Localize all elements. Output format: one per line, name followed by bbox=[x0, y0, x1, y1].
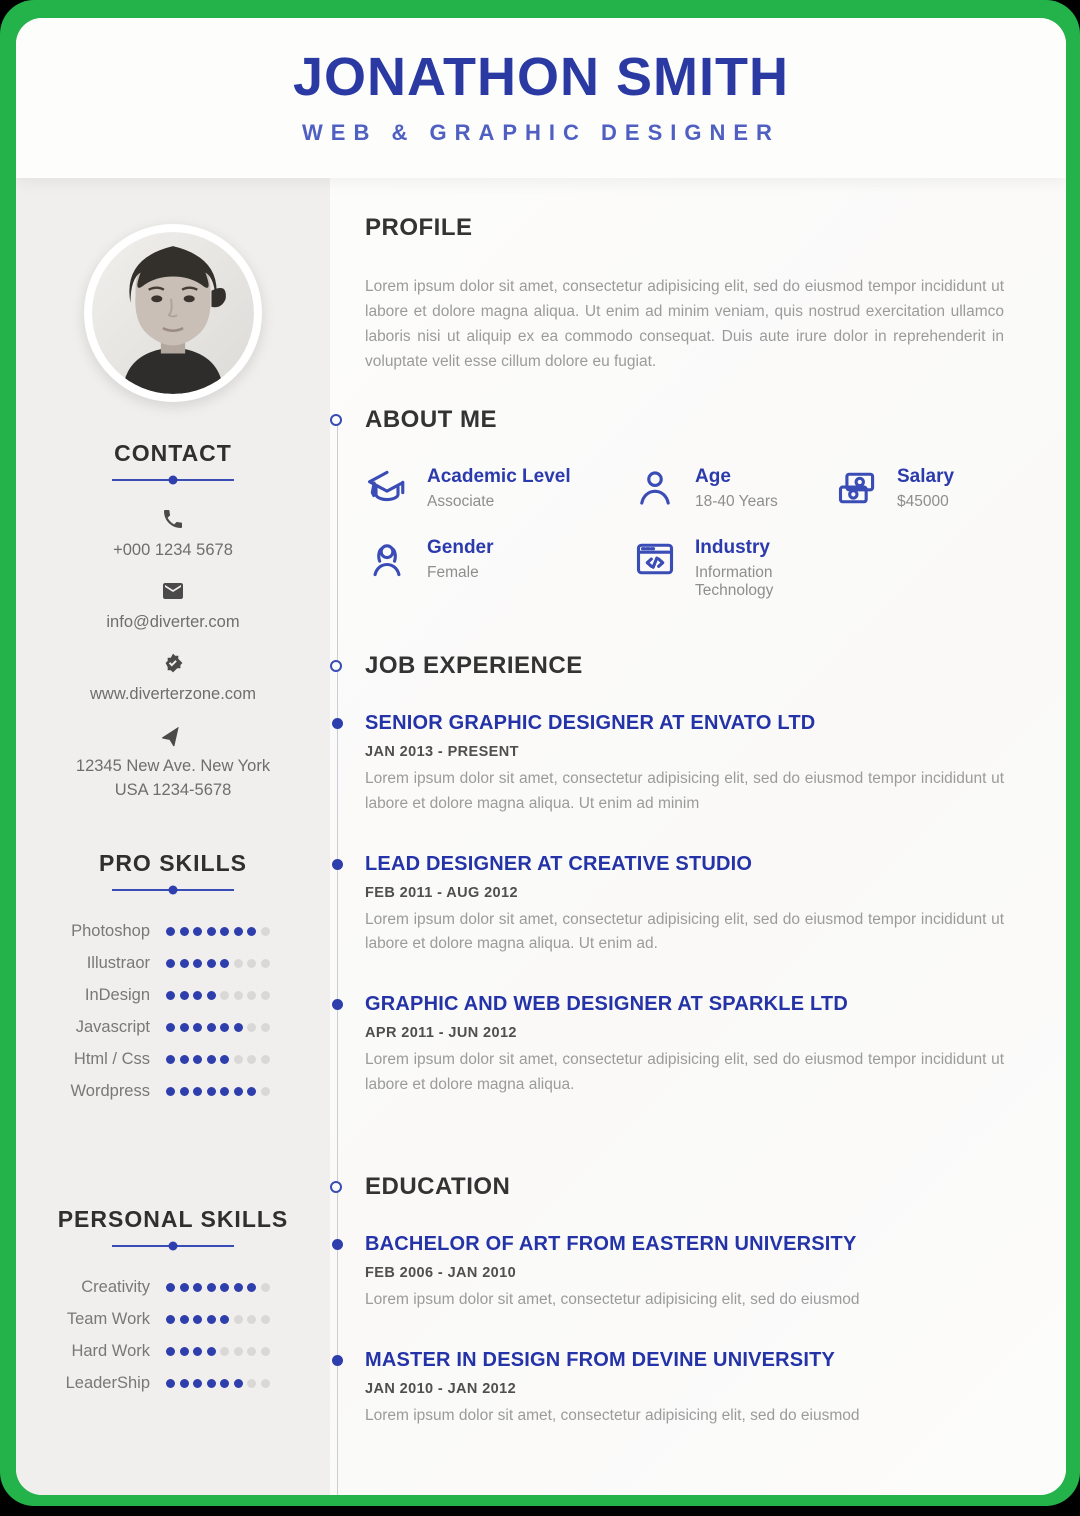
skill-dot-filled bbox=[207, 1315, 216, 1324]
personal-skills-heading: PERSONAL SKILLS bbox=[57, 1206, 289, 1232]
avatar bbox=[84, 224, 262, 402]
timeline-line bbox=[337, 424, 338, 1495]
skill-label: Hard Work bbox=[71, 1341, 150, 1360]
skill-row bbox=[16, 1043, 330, 1075]
profile-section bbox=[365, 214, 1004, 374]
skill-dot-filled bbox=[166, 1023, 175, 1032]
skill-dot-empty bbox=[247, 1379, 256, 1388]
skill-label: Html / Css bbox=[73, 1049, 150, 1068]
skill-row bbox=[16, 1335, 330, 1367]
skill-dot-empty bbox=[261, 1023, 270, 1032]
skill-dot-filled bbox=[234, 1283, 243, 1292]
skill-dot-filled bbox=[193, 991, 202, 1000]
skill-dot-filled bbox=[220, 1055, 229, 1064]
skill-rating bbox=[166, 1055, 270, 1064]
about-label: Industry bbox=[695, 537, 770, 558]
skill-dot-empty bbox=[247, 1347, 256, 1356]
about-text bbox=[695, 466, 778, 511]
skill-dot-filled bbox=[193, 959, 202, 968]
education-heading: EDUCATION bbox=[365, 1173, 1004, 1201]
skill-rating bbox=[166, 1023, 270, 1032]
entry-description: Lorem ipsum dolor sit amet, consectetur adipisicing elit, sed do eiusmod bbox=[365, 1406, 860, 1424]
skill-dot-empty bbox=[234, 991, 243, 1000]
skill-dot-filled bbox=[166, 1379, 175, 1388]
skill-dot-filled bbox=[207, 959, 216, 968]
timeline-dot-icon bbox=[332, 1239, 343, 1250]
skill-dot-filled bbox=[234, 1023, 243, 1032]
profile-text: Lorem ipsum dolor sit amet, consectetur adipisicing elit, sed do eiusmod tempor incididunt ut labore et dolore magna aliqua. Ut enim ad minim veniam, quis nostrud exercitation ullamco laboris nisi ut aliquip ex ea commodo consequat. Duis aute irure dolor in reprehenderit in voluptate velit esse cillum dolore eu fugiat. bbox=[365, 278, 1004, 371]
entry-period: FEB 2006 - JAN 2010 bbox=[365, 1265, 517, 1281]
envelope-icon bbox=[161, 579, 185, 603]
timeline-dot-icon bbox=[332, 718, 343, 729]
money-icon bbox=[835, 466, 879, 510]
timeline-dot-icon bbox=[332, 859, 343, 870]
skill-dot-filled bbox=[193, 1087, 202, 1096]
skill-dot-filled bbox=[180, 1087, 189, 1096]
about-label: Academic Level bbox=[427, 466, 571, 487]
skill-label: Photoshop bbox=[71, 921, 150, 940]
skill-dot-filled bbox=[234, 1379, 243, 1388]
skill-label: Javascript bbox=[75, 1017, 150, 1036]
skill-dot-filled bbox=[207, 1379, 216, 1388]
skill-dot-filled bbox=[207, 1283, 216, 1292]
entry-description: Lorem ipsum dolor sit amet, consectetur adipisicing elit, sed do eiusmod bbox=[365, 1291, 860, 1308]
pro-skills-list bbox=[16, 915, 330, 1107]
skill-row bbox=[16, 915, 330, 947]
skill-dot-filled bbox=[193, 1023, 202, 1032]
skill-dot-empty bbox=[247, 1023, 256, 1032]
about-text bbox=[695, 537, 835, 600]
skill-dot-empty bbox=[247, 1055, 256, 1064]
about-label: Gender bbox=[427, 537, 494, 558]
about-label: Age bbox=[695, 466, 731, 487]
skill-dot-filled bbox=[247, 1283, 256, 1292]
candidate-name: JONATHON SMITH bbox=[293, 47, 789, 107]
skill-dot-filled bbox=[166, 1315, 175, 1324]
skill-dot-filled bbox=[207, 1023, 216, 1032]
contact-phone: +000 1234 5678 bbox=[16, 507, 330, 563]
about-text bbox=[427, 466, 571, 511]
portrait-photo-icon bbox=[92, 232, 254, 394]
skill-dot-filled bbox=[220, 1379, 229, 1388]
pro-skills-section bbox=[16, 850, 330, 1107]
about-heading: ABOUT ME bbox=[365, 406, 1004, 434]
skill-dot-filled bbox=[166, 927, 175, 936]
skill-dot-empty bbox=[261, 1347, 270, 1356]
about-value: Information Technology bbox=[695, 564, 774, 599]
skill-dot-filled bbox=[193, 927, 202, 936]
skill-dot-empty bbox=[261, 991, 270, 1000]
skill-dot-filled bbox=[180, 1379, 189, 1388]
entry-title: GRAPHIC AND WEB DESIGNER AT SPARKLE LTD bbox=[365, 993, 848, 1016]
timeline-dot-icon bbox=[332, 999, 343, 1010]
skill-row bbox=[16, 979, 330, 1011]
skill-row bbox=[16, 1303, 330, 1335]
location-arrow-icon bbox=[161, 723, 185, 747]
skill-row bbox=[16, 1271, 330, 1303]
skill-dot-empty bbox=[261, 1379, 270, 1388]
skill-dot-empty bbox=[261, 1055, 270, 1064]
skill-label: Creativity bbox=[81, 1277, 150, 1296]
skill-dot-filled bbox=[220, 1087, 229, 1096]
skill-dot-filled bbox=[207, 927, 216, 936]
timeline-ring-icon bbox=[330, 1181, 342, 1193]
skill-rating bbox=[166, 1283, 270, 1292]
about-text bbox=[427, 537, 494, 582]
experience-entries bbox=[365, 712, 1004, 1098]
skill-dot-filled bbox=[220, 927, 229, 936]
heading-underline bbox=[112, 889, 234, 891]
timeline-dot-icon bbox=[332, 1355, 343, 1366]
skill-dot-empty bbox=[261, 927, 270, 936]
skill-dot-empty bbox=[247, 959, 256, 968]
skill-dot-empty bbox=[261, 1315, 270, 1324]
skill-dot-filled bbox=[180, 1023, 189, 1032]
skill-dot-filled bbox=[207, 1347, 216, 1356]
contact-address bbox=[16, 723, 330, 803]
address-line2: USA 1234-5678 bbox=[114, 780, 232, 799]
about-item bbox=[365, 537, 633, 600]
skill-dot-empty bbox=[247, 991, 256, 1000]
skill-dot-filled bbox=[180, 927, 189, 936]
skill-dot-empty bbox=[261, 1087, 270, 1096]
skill-dot-empty bbox=[234, 1347, 243, 1356]
skill-dot-filled bbox=[193, 1315, 202, 1324]
entry-period: JAN 2013 - PRESENT bbox=[365, 744, 519, 760]
candidate-role: WEB & GRAPHIC DESIGNER bbox=[302, 120, 780, 145]
skill-dot-filled bbox=[234, 927, 243, 936]
education-entries bbox=[365, 1233, 1004, 1429]
skill-dot-filled bbox=[220, 1315, 229, 1324]
graduation-cap-icon bbox=[365, 466, 409, 510]
contact-email: info@diverter.com bbox=[16, 579, 330, 635]
timeline-ring-icon bbox=[330, 414, 342, 426]
female-icon bbox=[365, 537, 409, 581]
skill-row bbox=[16, 1075, 330, 1107]
skill-rating bbox=[166, 1347, 270, 1356]
contact-website: www.diverterzone.com bbox=[16, 651, 330, 707]
skill-dot-filled bbox=[166, 991, 175, 1000]
entry-period: APR 2011 - JUN 2012 bbox=[365, 1025, 517, 1042]
skill-row bbox=[16, 1367, 330, 1399]
about-item bbox=[835, 466, 1004, 511]
skill-dot-filled bbox=[166, 1283, 175, 1292]
skill-row bbox=[16, 947, 330, 979]
skill-rating bbox=[166, 959, 270, 968]
skill-dot-filled bbox=[207, 1055, 216, 1064]
about-value: Female bbox=[427, 564, 479, 581]
about-item bbox=[633, 466, 835, 511]
timeline-ring-icon bbox=[330, 660, 342, 672]
job-experience-section bbox=[365, 652, 1004, 1134]
skill-dot-empty bbox=[234, 959, 243, 968]
skill-dot-filled bbox=[180, 1347, 189, 1356]
skill-dot-empty bbox=[261, 959, 270, 968]
skill-label: Wordpress bbox=[70, 1081, 150, 1100]
job-experience-heading: JOB EXPERIENCE bbox=[365, 652, 1004, 680]
skill-dot-filled bbox=[220, 959, 229, 968]
entry-title: LEAD DESIGNER AT CREATIVE STUDIO bbox=[365, 852, 753, 875]
phone-icon bbox=[161, 507, 185, 531]
skill-dot-filled bbox=[207, 1087, 216, 1096]
about-item bbox=[633, 537, 835, 600]
entry-description: Lorem ipsum dolor sit amet, consectetur adipisicing elit, sed do eiusmod tempor incididunt ut labore et dolore magna aliqua. Ut enim ad. bbox=[365, 910, 1004, 953]
code-window-icon bbox=[633, 537, 677, 581]
skill-dot-filled bbox=[166, 959, 175, 968]
skill-row bbox=[16, 1011, 330, 1043]
resume-page bbox=[16, 18, 1066, 1495]
entry-title: BACHELOR OF ART FROM EASTERN UNIVERSITY bbox=[365, 1233, 857, 1255]
main-content bbox=[330, 178, 1066, 1495]
address-line1: 12345 New Ave. New York bbox=[75, 756, 271, 775]
personal-skills-section bbox=[16, 1206, 330, 1399]
experience-entry bbox=[365, 993, 1004, 1098]
skill-dot-filled bbox=[247, 927, 256, 936]
profile-heading: PROFILE bbox=[365, 214, 473, 241]
contact-section bbox=[16, 440, 330, 819]
skill-dot-empty bbox=[247, 1315, 256, 1324]
skill-label: Team Work bbox=[66, 1309, 150, 1328]
skill-dot-filled bbox=[234, 1087, 243, 1096]
sidebar bbox=[16, 178, 330, 1495]
about-section bbox=[365, 406, 1004, 600]
skill-dot-filled bbox=[247, 1087, 256, 1096]
skill-dot-filled bbox=[180, 959, 189, 968]
skill-dot-filled bbox=[166, 1347, 175, 1356]
about-item bbox=[365, 466, 633, 511]
pro-skills-heading: PRO SKILLS bbox=[98, 850, 247, 876]
contact-heading: CONTACT bbox=[114, 440, 232, 466]
skill-dot-filled bbox=[180, 1055, 189, 1064]
entry-period: JAN 2010 - JAN 2012 bbox=[365, 1380, 517, 1397]
about-value: $45000 bbox=[897, 493, 949, 510]
skill-rating bbox=[166, 1379, 270, 1388]
heading-underline bbox=[112, 479, 234, 481]
about-label: Salary bbox=[897, 466, 955, 487]
skill-label: InDesign bbox=[84, 985, 150, 1004]
person-icon bbox=[633, 466, 677, 510]
skill-dot-filled bbox=[193, 1055, 202, 1064]
skill-dot-filled bbox=[207, 991, 216, 1000]
heading-underline bbox=[112, 1245, 234, 1247]
skill-rating bbox=[166, 1087, 270, 1096]
skill-dot-filled bbox=[220, 1283, 229, 1292]
experience-entry bbox=[365, 712, 1004, 817]
personal-skills-list bbox=[16, 1271, 330, 1399]
skill-dot-filled bbox=[166, 1055, 175, 1064]
skill-dot-empty bbox=[220, 1347, 229, 1356]
education-section bbox=[365, 1173, 1004, 1465]
skill-dot-filled bbox=[220, 1023, 229, 1032]
skill-dot-filled bbox=[180, 1315, 189, 1324]
skill-rating bbox=[166, 1315, 270, 1324]
about-grid bbox=[365, 466, 1004, 600]
skill-rating bbox=[166, 927, 270, 936]
about-text bbox=[897, 466, 954, 511]
experience-entry bbox=[365, 853, 1004, 958]
about-value: Associate bbox=[427, 493, 495, 510]
skill-dot-empty bbox=[234, 1055, 243, 1064]
entry-period: FEB 2011 - AUG 2012 bbox=[365, 884, 518, 901]
skill-dot-filled bbox=[193, 1283, 202, 1292]
skill-dot-filled bbox=[180, 1283, 189, 1292]
entry-title: MASTER IN DESIGN FROM DEVINE UNIVERSITY bbox=[365, 1348, 836, 1371]
about-value: 18-40 Years bbox=[695, 493, 778, 510]
skill-dot-filled bbox=[180, 991, 189, 1000]
entry-title: SENIOR GRAPHIC DESIGNER AT ENVATO LTD bbox=[365, 712, 816, 734]
education-entry bbox=[365, 1233, 1004, 1313]
entry-description: Lorem ipsum dolor sit amet, consectetur adipisicing elit, sed do eiusmod tempor incididunt ut labore et dolore magna aliqua. bbox=[365, 1051, 1004, 1093]
globe-badge-icon bbox=[161, 651, 185, 675]
skill-dot-filled bbox=[166, 1087, 175, 1096]
skill-dot-empty bbox=[234, 1315, 243, 1324]
education-entry bbox=[365, 1349, 1004, 1429]
skill-dot-empty bbox=[220, 991, 229, 1000]
skill-dot-empty bbox=[261, 1283, 270, 1292]
skill-label: LeaderShip bbox=[65, 1373, 150, 1392]
header bbox=[16, 18, 1066, 178]
entry-description: Lorem ipsum dolor sit amet, consectetur adipisicing elit, sed do eiusmod tempor incididunt ut labore et dolore magna aliqua. Ut enim ad minim bbox=[365, 770, 1004, 812]
skill-label: Illustraor bbox=[86, 953, 150, 972]
skill-dot-filled bbox=[193, 1379, 202, 1388]
skill-rating bbox=[166, 991, 270, 1000]
skill-dot-filled bbox=[193, 1347, 202, 1356]
